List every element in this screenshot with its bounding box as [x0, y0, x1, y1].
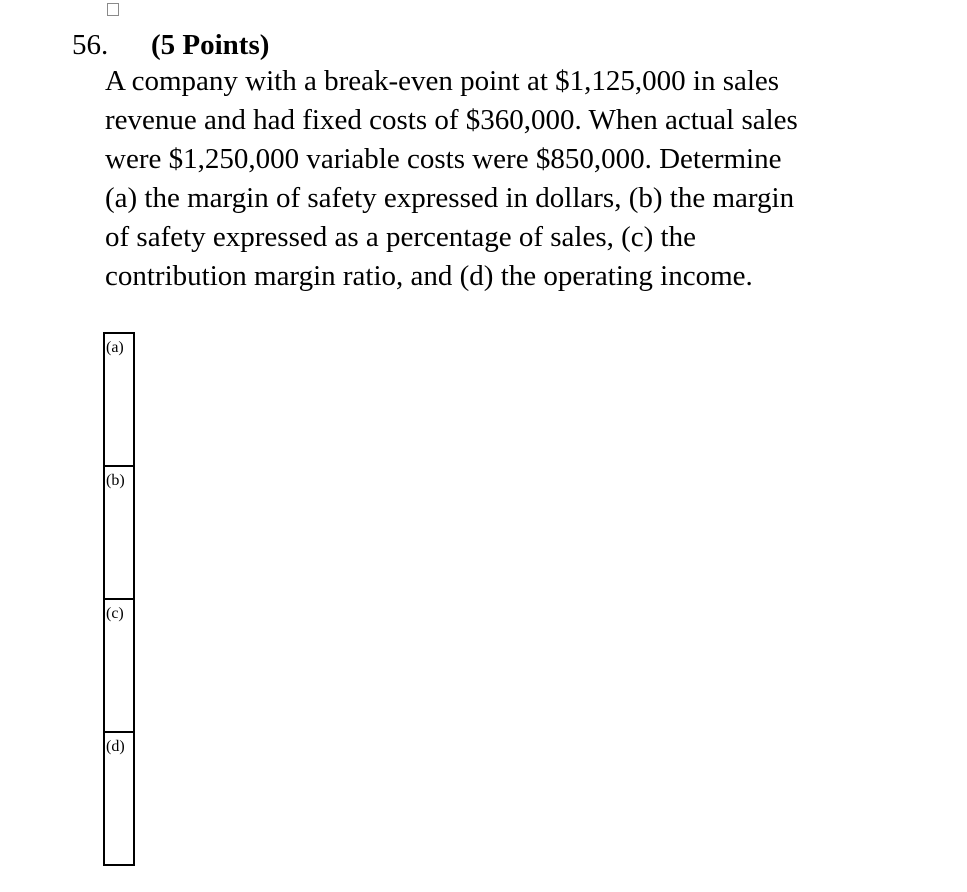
- answer-cell-b: [105, 465, 133, 598]
- question-number: 56.: [72, 29, 109, 61]
- question-text-line: A company with a break-even point at $1,125,000 in sales: [105, 65, 780, 97]
- question-text-line: were $1,250,000 variable costs were $850,000. Determine: [105, 143, 782, 175]
- question-text-line: (a) the margin of safety expressed in dollars, (b) the margin: [105, 182, 795, 214]
- flag-checkbox[interactable]: [107, 3, 119, 16]
- question-text-line: revenue and had fixed costs of $360,000. When actual sales: [105, 104, 798, 136]
- answer-label-d: (d): [106, 738, 125, 755]
- question-text-line: of safety expressed as a percentage of sales, (c) the: [105, 221, 696, 253]
- answer-cell-c: [105, 598, 133, 731]
- answer-cell-d: [105, 731, 133, 864]
- answer-input-c[interactable]: [105, 623, 133, 723]
- answer-input-a[interactable]: [105, 357, 133, 457]
- answer-input-b[interactable]: [105, 490, 133, 590]
- question-points: (5 Points): [151, 29, 270, 61]
- answer-label-c: (c): [106, 605, 124, 622]
- question-text: [105, 62, 945, 296]
- answer-cell-a: [105, 334, 133, 465]
- answer-input-d[interactable]: [105, 756, 133, 856]
- answer-table: [103, 332, 135, 866]
- question-text-line: contribution margin ratio, and (d) the operating income.: [105, 260, 753, 292]
- answer-label-a: (a): [106, 339, 124, 356]
- answer-label-b: (b): [106, 472, 125, 489]
